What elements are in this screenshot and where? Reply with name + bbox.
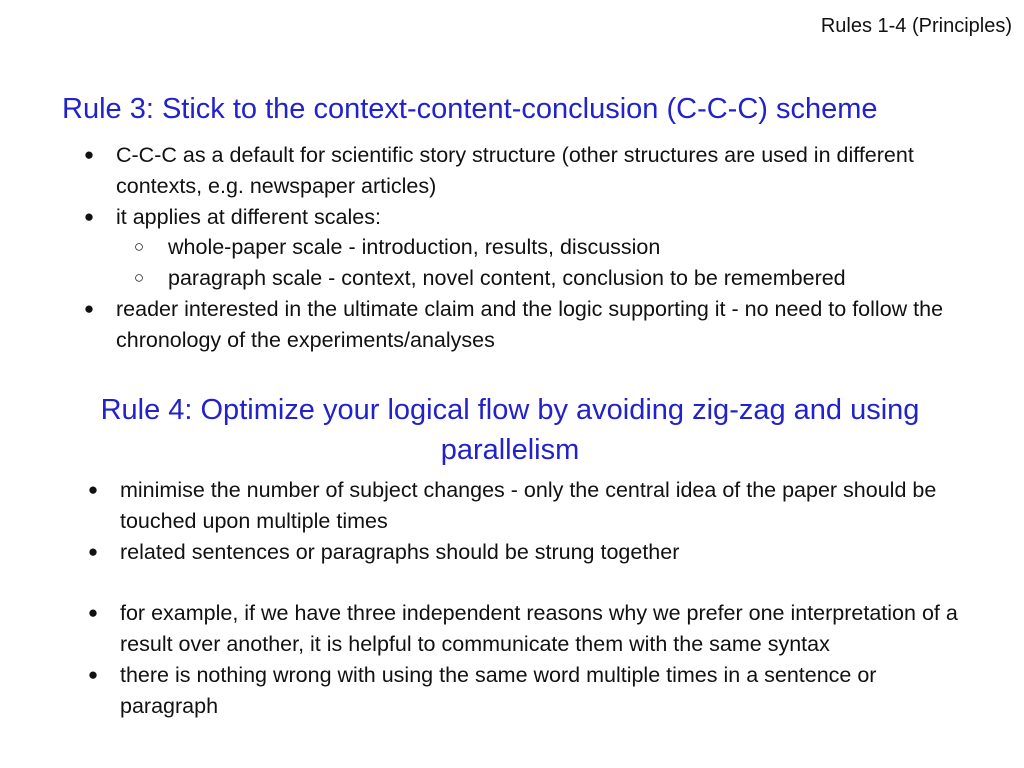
list-item (84, 598, 964, 660)
rule3-title: Rule 3: Stick to the context-content-conclusion (C-C-C) scheme (62, 93, 878, 125)
bullet-icon: ● (83, 145, 95, 164)
sub-list-item (116, 263, 960, 294)
list-spacer (84, 567, 964, 598)
rule4-title: Rule 4: Optimize your logical flow by avoiding zig-zag and using parallelism (100, 394, 920, 466)
sub-bullet-text: whole-paper scale - introduction, results, discussion (168, 235, 661, 260)
bullet-text: reader interested in the ultimate claim and the logic supporting it - no need to follow the chronology of the experiments/analyses (116, 296, 944, 352)
bullet-text: related sentences or paragraphs should be strung together (120, 539, 680, 564)
bullet-icon: ● (83, 298, 95, 318)
list-item (84, 660, 964, 722)
slide-header-label: Rules 1-4 (Principles) (820, 15, 1012, 37)
bullet-text: for example, if we have three independent reasons why we prefer one interpretation of a result over another, it is helpful to communicate them with the same syntax (120, 601, 958, 656)
bullet-icon: ● (87, 480, 99, 499)
rule3-sub-bullet-list (116, 232, 960, 294)
bullet-text: C-C-C as a default for scientific story structure (other structures are used in different contexts, e.g. newspaper articles) (116, 143, 914, 198)
bullet-icon: ● (87, 664, 99, 684)
list-item (84, 537, 964, 568)
list-item (80, 202, 960, 294)
sub-bullet-text: paragraph scale - context, novel content, conclusion to be remembered (168, 266, 846, 291)
sub-bullet-icon: ○ (133, 237, 145, 257)
rule3-bullet-list (80, 140, 960, 356)
list-item (80, 294, 960, 356)
sub-list-item (116, 232, 960, 263)
list-item (80, 140, 960, 202)
bullet-text: it applies at different scales: (116, 204, 381, 229)
rule4-bullet-list (84, 475, 964, 721)
bullet-text: there is nothing wrong with using the same word multiple times in a sentence or paragraph (120, 662, 877, 718)
sub-bullet-icon: ○ (133, 268, 145, 288)
bullet-icon: ● (83, 206, 95, 226)
bullet-text: minimise the number of subject changes - only the central idea of the paper should be touched upon multiple times (120, 478, 937, 533)
bullet-icon: ● (87, 603, 99, 623)
list-item (84, 475, 964, 537)
bullet-icon: ● (87, 541, 99, 561)
